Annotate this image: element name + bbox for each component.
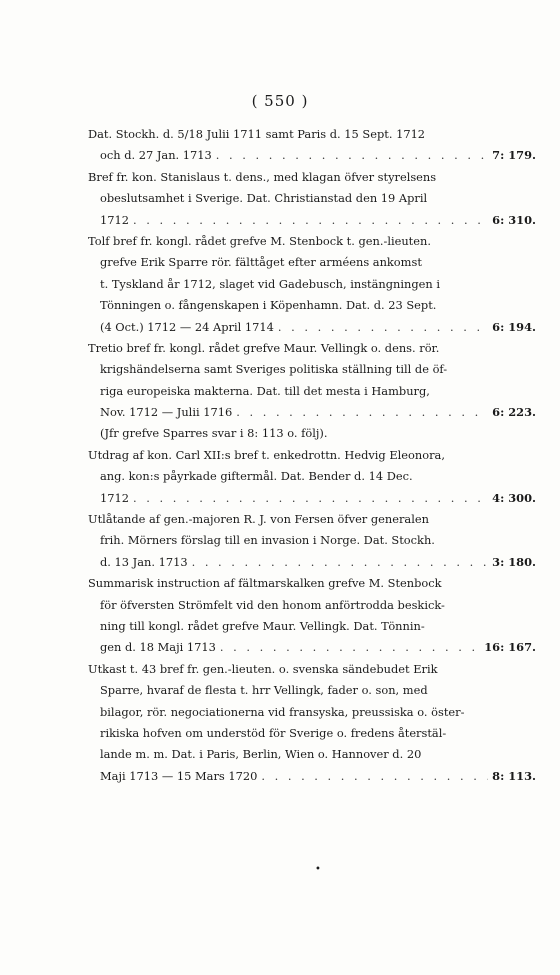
footer-mark: • [315,864,321,875]
entry-line [88,210,536,231]
entry-line [88,637,536,658]
entry-text: grefve Erik Sparre rör. fälttåget efter arméens ankomst [100,255,422,270]
volume-page-reference: 3: 180. [492,554,536,569]
entry-text: d. 13 Jan. 1713 [100,554,188,569]
entry-line [88,466,536,487]
catalog-entry [88,338,536,445]
entry-line [88,488,536,509]
dot-leader [261,766,488,787]
entry-text: Utlåtande af gen.-majoren R. J. von Fersen öfver generalen [88,512,429,527]
entry-text: (Jfr grefve Sparres svar i 8: 113 o. följ). [100,426,328,441]
entry-text: Tolf bref fr. kongl. rådet grefve M. Stenbock t. gen.-lieuten. [88,233,431,248]
entry-line [88,124,536,145]
entry-text: t. Tyskland år 1712, slaget vid Gadebusch, instängningen i [100,276,440,291]
entry-line [88,359,536,380]
entry-line [88,509,536,530]
entry-text: ning till kongl. rådet grefve Maur. Vellingk. Dat. Tönnin- [100,618,425,633]
entry-line [88,723,536,744]
entry-line [88,274,536,295]
entry-list [88,124,536,787]
entry-line [88,338,536,359]
entry-text: för öfversten Strömfelt vid den honom anförtrodda beskick- [100,597,445,612]
dot-leader [220,637,480,658]
entry-line [88,616,536,637]
dot-leader [216,145,488,166]
dot-leader [278,317,488,338]
entry-line [88,766,536,787]
catalog-entry [88,167,536,231]
entry-line [88,445,536,466]
entry-text: Bref fr. kon. Stanislaus t. dens., med klagan öfver styrelsens [88,169,437,184]
entry-line [88,595,536,616]
entry-text: riga europeiska makterna. Dat. till det mesta i Hamburg, [100,383,430,398]
entry-text: frih. Mörners förslag till en invasion i Norge. Dat. Stockh. [100,533,435,548]
entry-text: ang. kon:s påyrkade giftermål. Dat. Bender d. 14 Dec. [100,469,413,484]
volume-page-reference: 16: 167. [484,640,536,655]
entry-text: lande m. m. Dat. i Paris, Berlin, Wien o. Hannover d. 20 [100,747,422,762]
entry-text: och d. 27 Jan. 1713 [100,148,212,163]
entry-text: krigshändelserna samt Sveriges politiska ställning till de öf- [100,362,448,377]
entry-text: Maji 1713 — 15 Mars 1720 [100,768,258,783]
entry-text: Utdrag af kon. Carl XII:s bref t. enkedrottn. Hedvig Eleonora, [88,447,445,462]
volume-page-reference: 6: 194. [492,319,536,334]
entry-line [88,167,536,188]
entry-text: bilagor, rör. negociationerna vid fransyska, preussiska o. öster- [100,704,465,719]
dot-leader [133,210,488,231]
entry-line [88,295,536,316]
entry-text: Tretio bref fr. kongl. rådet grefve Maur. Vellingk o. dens. rör. [88,340,440,355]
catalog-entry [88,573,536,659]
entry-text: rikiska hofven om understöd för Sverige o. fredens återstäl- [100,725,447,740]
entry-line [88,145,536,166]
entry-text: (4 Oct.) 1712 — 24 April 1714 [100,319,274,334]
catalog-entry [88,509,536,573]
volume-page-reference: 8: 113. [492,768,536,783]
volume-page-reference: 6: 223. [492,405,536,420]
entry-text: Utkast t. 43 bref fr. gen.-lieuten. o. svenska sändebudet Erik [88,661,438,676]
entry-text: Sparre, hvaraf de flesta t. hrr Vellingk, fader o. son, med [100,683,428,698]
catalog-entry [88,445,536,509]
entry-line [88,552,536,573]
entry-text: Nov. 1712 — Julii 1716 [100,405,233,420]
entry-text: 1712 [100,212,129,227]
entry-line [88,188,536,209]
entry-line [88,423,536,444]
volume-page-reference: 4: 300. [492,490,536,505]
entry-line [88,231,536,252]
entry-line [88,702,536,723]
entry-line [88,744,536,765]
entry-line [88,659,536,680]
entry-text: gen d. 18 Maji 1713 [100,640,216,655]
page-number: ( 550 ) [251,92,309,110]
catalog-entry [88,659,536,787]
dot-leader [236,402,488,423]
entry-line [88,530,536,551]
entry-line [88,381,536,402]
catalog-entry [88,231,536,338]
volume-page-reference: 7: 179. [492,148,536,163]
volume-page-reference: 6: 310. [492,212,536,227]
catalog-entry [88,124,536,167]
entry-line [88,317,536,338]
dot-leader [133,488,488,509]
entry-text: Tönningen o. fångenskapen i Köpenhamn. Dat. d. 23 Sept. [100,298,437,313]
entry-text: Summarisk instruction af fältmarskalken grefve M. Stenbock [88,576,442,591]
entry-line [88,680,536,701]
entry-line [88,573,536,594]
entry-line [88,402,536,423]
entry-line [88,252,536,273]
entry-text: obeslutsamhet i Sverige. Dat. Christianstad den 19 April [100,191,428,206]
dot-leader [192,552,489,573]
entry-text: 1712 [100,490,129,505]
entry-text: Dat. Stockh. d. 5/18 Julii 1711 samt Paris d. 15 Sept. 1712 [88,127,426,141]
